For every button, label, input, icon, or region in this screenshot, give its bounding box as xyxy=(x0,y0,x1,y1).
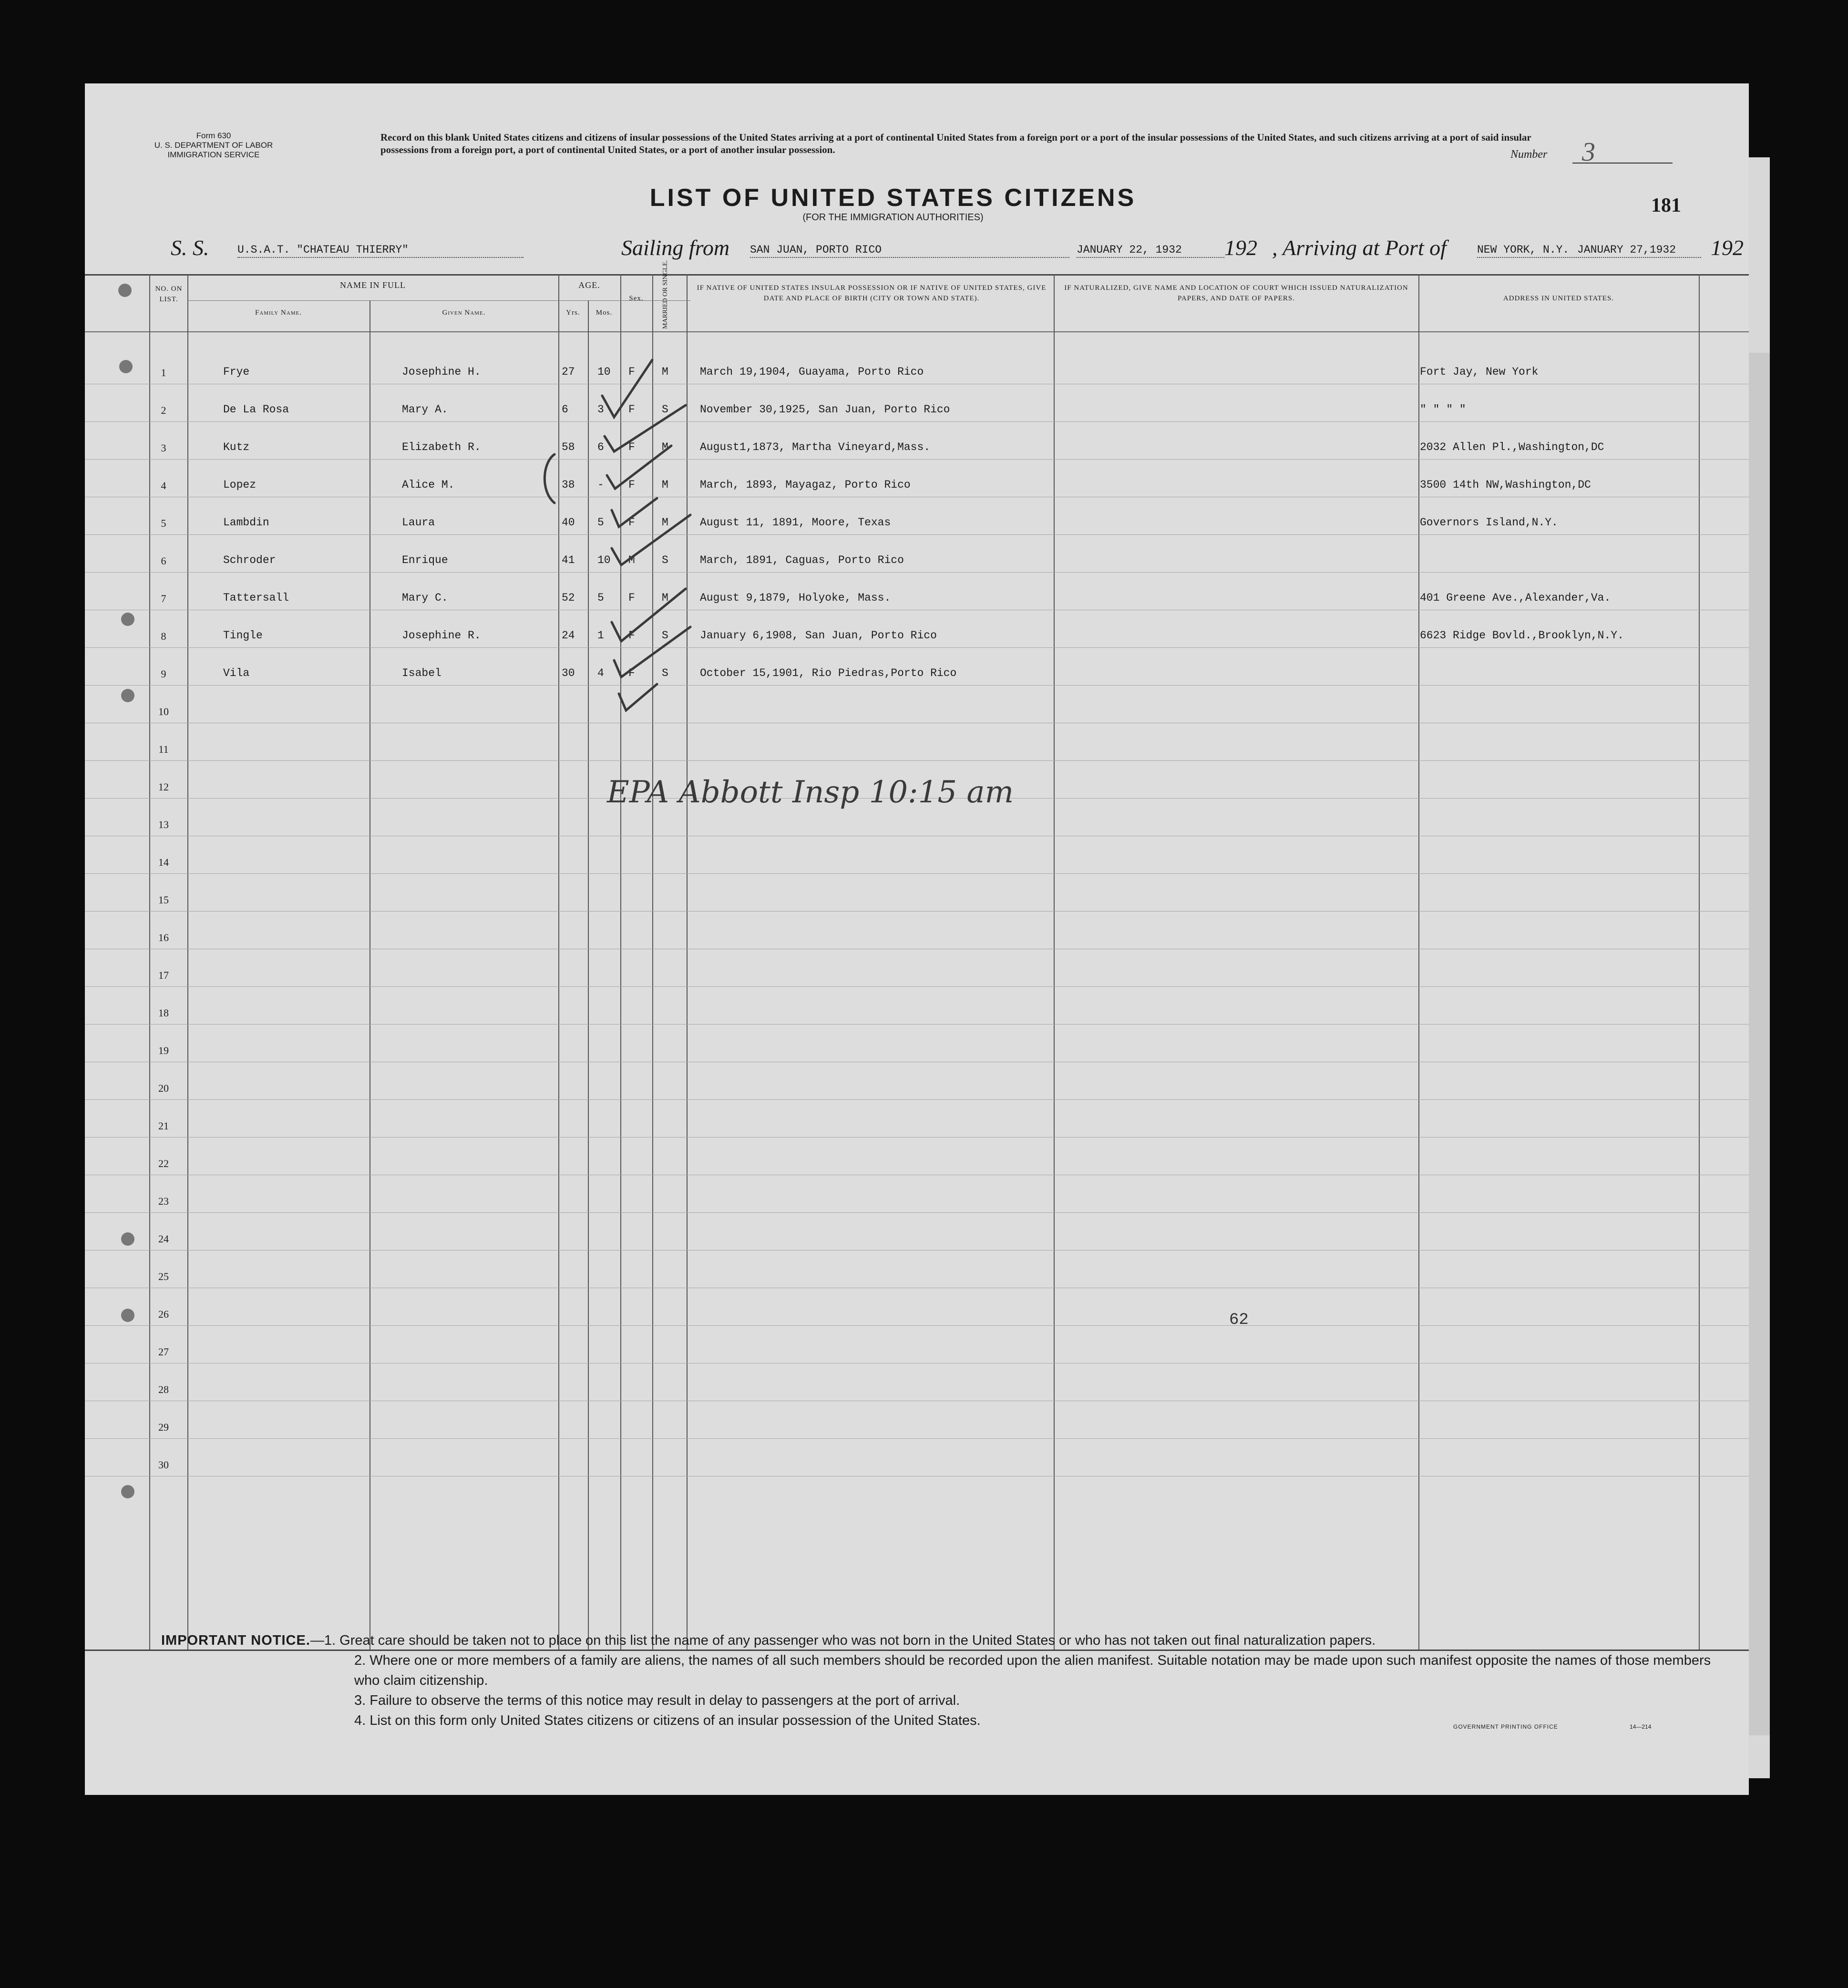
given-name-cell: Alice M. xyxy=(402,479,455,491)
given-name-cell: Josephine R. xyxy=(402,629,481,642)
form-department: U. S. DEPARTMENT OF LABOR xyxy=(154,141,273,150)
age-months-cell: - xyxy=(597,479,604,491)
row-number: 10 xyxy=(158,706,169,717)
notice-title: IMPORTANT NOTICE. xyxy=(161,1633,310,1648)
marital-status-cell: M xyxy=(662,592,668,604)
header-yrs: Yrs. xyxy=(566,309,580,317)
form-number: Form 630 xyxy=(196,131,231,140)
year-label-1: 192 xyxy=(1224,236,1257,260)
row-number: 24 xyxy=(158,1233,169,1245)
to-date: JANUARY 27,1932 xyxy=(1577,244,1676,256)
marital-status-cell: M xyxy=(662,441,668,453)
ship-line xyxy=(171,235,1744,264)
row-number: 13 xyxy=(158,819,169,830)
form-number-field xyxy=(1510,137,1682,167)
header-birth: IF NATIVE OF UNITED STATES INSULAR POSSESSION OR IF NATIVE OF UNITED STATES, GIVE DATE AND PLACE OF BIRTH (CITY OR TOWN AND STATE). xyxy=(697,284,1047,302)
year-label-2: 192 xyxy=(1711,236,1744,260)
age-years-cell: 38 xyxy=(562,479,575,491)
row-number: 18 xyxy=(158,1007,169,1019)
sex-cell: F xyxy=(628,592,635,604)
birth-cell: March, 1893, Mayagaz, Porto Rico xyxy=(700,479,911,491)
form-instructions: Record on this blank United States citizens and citizens of insular possessions of the United States arriving at a port of continental United States from a foreign port or a port of the insular possessions of the United States, and such citizens arriving at a port of said insular possessions from a foreign port, a port of continental United States, or a port of another insular possession. xyxy=(380,132,1531,155)
page-number: 181 xyxy=(1651,195,1681,216)
age-years-cell: 40 xyxy=(562,516,575,529)
form-code: 14—214 xyxy=(1630,1723,1652,1730)
sailing-label: Sailing from xyxy=(621,236,730,260)
family-name-cell: Frye xyxy=(223,366,250,378)
given-name-cell: Elizabeth R. xyxy=(402,441,481,453)
sex-cell: F xyxy=(628,441,635,453)
age-years-cell: 52 xyxy=(562,592,575,604)
check-mark xyxy=(612,589,686,641)
row-number: 14 xyxy=(158,856,169,868)
birth-cell: January 6,1908, San Juan, Porto Rico xyxy=(700,629,937,642)
given-name-cell: Mary A. xyxy=(402,403,448,416)
header-sex: Sex. xyxy=(629,295,644,302)
row-number: 7 xyxy=(161,593,166,605)
row-number: 19 xyxy=(158,1045,169,1056)
header-name-in-full: NAME IN FULL xyxy=(340,280,406,290)
sex-cell: F xyxy=(628,667,635,679)
birth-cell: August 9,1879, Holyoke, Mass. xyxy=(700,592,891,604)
row-number: 5 xyxy=(161,517,166,529)
important-notice xyxy=(161,1630,1735,1731)
row-number: 27 xyxy=(158,1346,169,1358)
notice-item-4: 4. List on this form only United States citizens or citizens of an insular possession of the United States. xyxy=(354,1713,981,1728)
address-cell: 6623 Ridge Bovld.,Brooklyn,N.Y. xyxy=(1420,629,1624,642)
age-years-cell: 58 xyxy=(562,441,575,453)
row-number: 23 xyxy=(158,1195,169,1207)
given-name-cell: Isabel xyxy=(402,667,441,679)
arriving-label: , Arriving at Port of xyxy=(1272,236,1447,260)
birth-cell: August 11, 1891, Moore, Texas xyxy=(700,516,891,529)
age-months-cell: 10 xyxy=(597,366,611,378)
age-years-cell: 41 xyxy=(562,554,575,566)
birth-cell: March 19,1904, Guayama, Porto Rico xyxy=(700,366,924,378)
family-name-cell: Lambdin xyxy=(223,516,269,529)
stamp-mark: 62 xyxy=(1229,1311,1249,1329)
header-address: ADDRESS IN UNITED STATES. xyxy=(1503,295,1614,302)
header-married-single: MARRIED OR SINGLE. xyxy=(662,260,669,329)
row-number: 16 xyxy=(158,932,169,943)
birth-cell: November 30,1925, San Juan, Porto Rico xyxy=(700,403,950,416)
from-date: JANUARY 22, 1932 xyxy=(1077,244,1224,258)
address-cell: 401 Greene Ave.,Alexander,Va. xyxy=(1420,592,1611,604)
age-months-cell: 5 xyxy=(597,592,604,604)
row-number: 9 xyxy=(161,668,166,680)
form-info xyxy=(137,131,290,160)
sex-cell: F xyxy=(628,479,635,491)
family-name-cell: Tingle xyxy=(223,629,263,642)
sex-cell: F xyxy=(628,403,635,416)
check-mark xyxy=(614,627,690,677)
marital-status-cell: S xyxy=(662,403,668,416)
age-years-cell: 24 xyxy=(562,629,575,642)
bracket-mark xyxy=(544,454,554,503)
marital-status-cell: S xyxy=(662,629,668,642)
row-number: 21 xyxy=(158,1120,169,1132)
family-name-cell: De La Rosa xyxy=(223,403,289,416)
check-mark xyxy=(607,446,671,489)
address-cell: Fort Jay, New York xyxy=(1420,366,1539,378)
family-name-cell: Vila xyxy=(223,667,250,679)
age-months-cell: 1 xyxy=(597,629,604,642)
sex-cell: M xyxy=(628,554,635,566)
age-months-cell: 10 xyxy=(597,554,611,566)
given-name-cell: Laura xyxy=(402,516,435,529)
row-number: 30 xyxy=(158,1459,169,1471)
check-mark xyxy=(602,360,652,417)
row-number: 29 xyxy=(158,1421,169,1433)
age-years-cell: 27 xyxy=(562,366,575,378)
address-cell: " " " " xyxy=(1420,403,1466,416)
family-name-cell: Lopez xyxy=(223,479,257,491)
sex-cell: F xyxy=(628,366,635,378)
marital-status-cell: S xyxy=(662,667,668,679)
header-no-on-list: NO. ON LIST. xyxy=(155,285,183,303)
age-years-cell: 6 xyxy=(562,403,568,416)
row-number: 8 xyxy=(161,630,166,642)
header-naturalized: IF NATURALIZED, GIVE NAME AND LOCATION OF COURT WHICH ISSUED NATURALIZATION PAPERS, AND DATE OF PAPERS. xyxy=(1064,284,1408,302)
row-number: 25 xyxy=(158,1271,169,1282)
manifest-page xyxy=(85,83,1749,1795)
age-months-cell: 6 xyxy=(597,441,604,453)
notice-line-1 xyxy=(161,1630,1735,1650)
family-name-cell: Schroder xyxy=(223,554,276,566)
row-number: 22 xyxy=(158,1158,169,1169)
header-mos: Mos. xyxy=(595,309,613,317)
ss-label: S. S. xyxy=(171,236,209,260)
row-number: 20 xyxy=(158,1082,169,1094)
address-cell: 2032 Allen Pl.,Washington,DC xyxy=(1420,441,1604,453)
marital-status-cell: S xyxy=(662,554,668,566)
to-port: NEW YORK, N.Y. xyxy=(1477,244,1701,258)
notice-item-2: 2. Where one or more members of a family are aliens, the names of all such members should be recorded upon the alien manifest. Suitable notation may be made upon such manifest opposite the names of those members who claim citizenship. xyxy=(354,1653,1711,1688)
page-subtitle: (FOR THE IMMIGRATION AUTHORITIES) xyxy=(802,212,984,223)
row-number: 12 xyxy=(158,781,169,793)
row-number: 11 xyxy=(158,743,169,755)
row-number: 15 xyxy=(158,894,169,906)
from-port: SAN JUAN, PORTO RICO xyxy=(750,244,1069,258)
inspector-signature: EPA Abbott Insp 10:15 am xyxy=(607,775,1014,810)
row-number: 1 xyxy=(161,367,166,379)
row-number: 26 xyxy=(158,1308,169,1320)
address-cell: Governors Island,N.Y. xyxy=(1420,516,1558,529)
age-months-cell: 3 xyxy=(597,403,604,416)
header-age: AGE. xyxy=(578,280,600,290)
gpo-imprint: GOVERNMENT PRINTING OFFICE xyxy=(1453,1723,1558,1730)
family-name-cell: Tattersall xyxy=(223,592,289,604)
manifest-table xyxy=(85,260,1749,1650)
sex-cell: F xyxy=(628,629,635,642)
age-months-cell: 4 xyxy=(597,667,604,679)
header-family-name: Family Name. xyxy=(255,309,302,317)
notice-item-1: —1. Great care should be taken not to place on this list the name of any passenger who was not born in the United States or who has not taken out final naturalization papers. xyxy=(310,1633,1376,1648)
row-number: 2 xyxy=(161,404,166,416)
address-cell: 3500 14th NW,Washington,DC xyxy=(1420,479,1591,491)
form-service: IMMIGRATION SERVICE xyxy=(167,150,260,159)
marital-status-cell: M xyxy=(662,366,668,378)
family-name-cell: Kutz xyxy=(223,441,250,453)
check-mark xyxy=(612,498,657,527)
row-number: 4 xyxy=(161,480,166,492)
age-years-cell: 30 xyxy=(562,667,575,679)
given-name-cell: Enrique xyxy=(402,554,448,566)
given-name-cell: Mary C. xyxy=(402,592,448,604)
given-name-cell: Josephine H. xyxy=(402,366,481,378)
ship-name: U.S.A.T. "CHATEAU THIERRY" xyxy=(237,244,524,258)
header-given-name: Given Name. xyxy=(442,309,486,317)
age-months-cell: 5 xyxy=(597,516,604,529)
sex-cell: F xyxy=(628,516,635,529)
number-value: 3 xyxy=(1582,137,1595,167)
number-label: Number xyxy=(1510,148,1548,161)
row-number: 6 xyxy=(161,555,166,567)
birth-cell: October 15,1901, Rio Piedras,Porto Rico xyxy=(700,667,957,679)
row-number: 28 xyxy=(158,1383,169,1395)
handwriting-layer xyxy=(85,274,1749,1650)
page-title: LIST OF UNITED STATES CITIZENS xyxy=(649,184,1137,212)
marital-status-cell: M xyxy=(662,479,668,491)
birth-cell: August1,1873, Martha Vineyard,Mass. xyxy=(700,441,931,453)
row-number: 3 xyxy=(161,442,166,454)
marital-status-cell: M xyxy=(662,516,668,529)
check-mark xyxy=(619,684,657,710)
birth-cell: March, 1891, Caguas, Porto Rico xyxy=(700,554,904,566)
notice-item-3: 3. Failure to observe the terms of this notice may result in delay to passengers at the port of arrival. xyxy=(354,1693,960,1708)
row-number: 17 xyxy=(158,969,169,981)
